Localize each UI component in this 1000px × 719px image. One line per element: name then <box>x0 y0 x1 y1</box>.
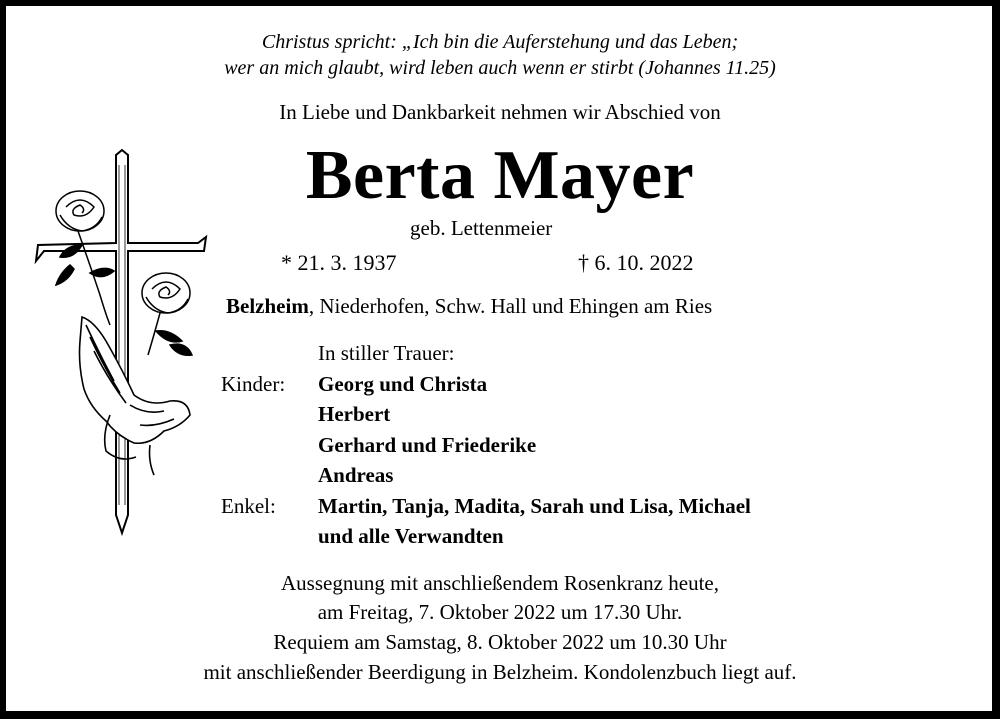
children-label: Kinder: <box>221 371 286 396</box>
place-main: Belzheim <box>226 294 309 318</box>
mourners-block <box>0 338 1000 558</box>
child-entry: Gerhard und Friederike <box>318 432 537 457</box>
deceased-name: Berta Mayer <box>305 137 695 214</box>
closing-line-3: Requiem am Samstag, 8. Oktober 2022 um 10.30 Uhr <box>273 630 727 654</box>
grandchildren-entry: Martin, Tanja, Madita, Sarah und Lisa, Michael <box>318 493 751 518</box>
birth-name: geb. Lettenmeier <box>410 216 553 240</box>
closing-line-2: am Freitag, 7. Oktober 2022 um 17.30 Uhr. <box>317 600 683 624</box>
closing-line-4: mit anschließender Beerdigung in Belzheim. Kondolenzbuch liegt auf. <box>203 660 797 684</box>
bible-quote-line-1: Christus spricht: „Ich bin die Auferstehung und das Leben; <box>261 31 739 53</box>
bible-quote-line-2: wer an mich glaubt, wird leben auch wenn er stirbt (Johannes 11.25) <box>224 57 776 79</box>
relatives-entry: und alle Verwandten <box>318 524 504 548</box>
closing-line-1: Aussegnung mit anschließendem Rosenkranz heute, <box>281 571 719 595</box>
grandchildren-label: Enkel: <box>221 493 276 518</box>
birth-date: * 21. 3. 1937 <box>281 250 397 275</box>
intro-text: In Liebe und Dankbarkeit nehmen wir Abschied von <box>279 100 721 124</box>
place-rest: , Niederhofen, Schw. Hall und Ehingen am Ries <box>308 294 713 318</box>
child-entry: Herbert <box>318 402 391 426</box>
child-entry: Georg und Christa <box>318 371 488 396</box>
places-line <box>226 294 712 319</box>
child-entry: Andreas <box>318 463 394 487</box>
death-date: † 6. 10. 2022 <box>578 250 694 275</box>
mourners-heading: In stiller Trauer: <box>318 341 455 365</box>
